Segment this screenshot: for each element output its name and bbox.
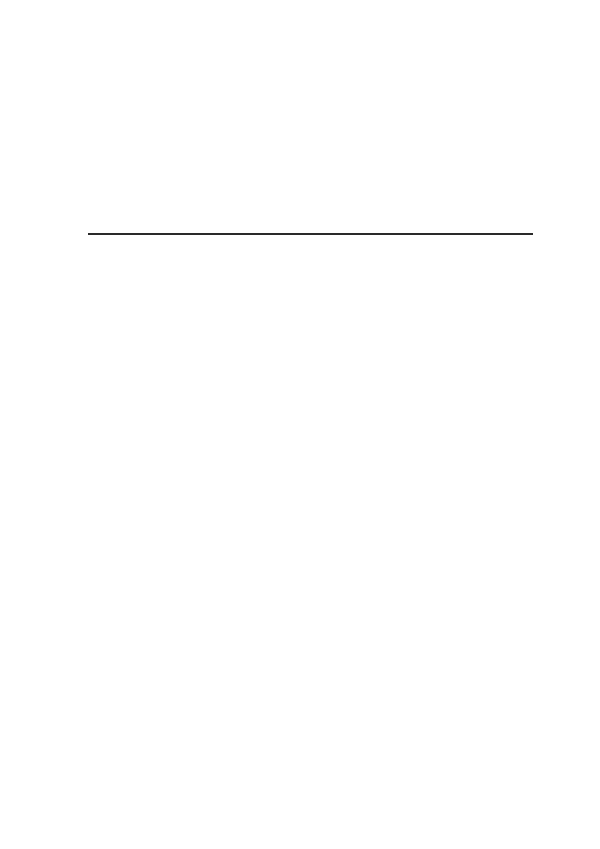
clause-4-2-1	[88, 614, 124, 627]
clause-4-1	[88, 562, 114, 575]
clause-4-2-2	[88, 632, 124, 645]
section-1-heading	[88, 248, 107, 261]
clause-4-2-3	[88, 650, 124, 663]
section-4-heading	[88, 541, 107, 554]
clause-3-1	[88, 410, 114, 423]
clause-4-2	[88, 597, 114, 610]
reference-item	[108, 365, 156, 378]
section-2-heading	[88, 326, 107, 339]
clause-3-2	[88, 446, 114, 459]
reference-item	[108, 347, 156, 360]
section-3-heading	[88, 389, 107, 402]
header-divider	[88, 233, 533, 235]
standard-code	[423, 141, 428, 156]
